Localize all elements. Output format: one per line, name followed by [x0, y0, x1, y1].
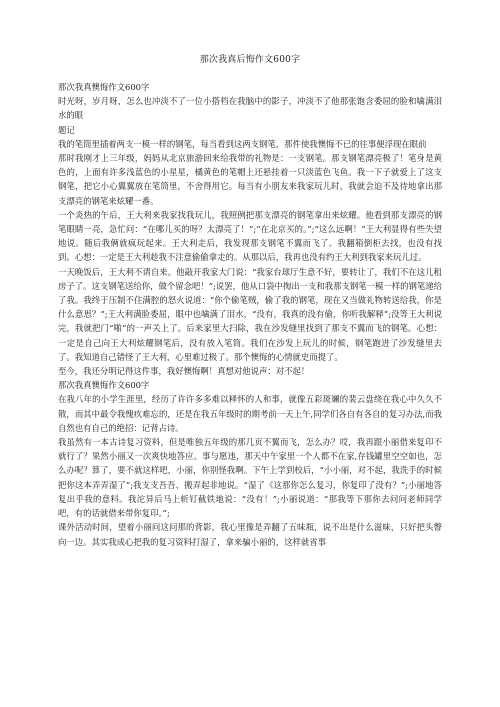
heading-paragraph: 那次我真懊悔作文600字	[58, 380, 150, 391]
paragraph: 那时我刚才上三年级，妈妈从北京旅游回来给我带的礼物是：一支钢笔。那支钢笔漂亮极了！笔身是黄色的，上面有许多浅蓝色的小星星，橘黄色的笔帽上还悬挂着一只淡蓝色飞鱼。我一下子就爱上了这支钢笔，把它小心翼翼放在笔筒里，不舍得用它。每当有小朋友来我家玩儿时，我就会迫不及待地拿出那支漂亮的钢笔来炫耀一番。	[58, 153, 442, 206]
heading-paragraph: 那次我真懊悔作文600字	[58, 82, 150, 92]
paragraph: 至今，我还分明记得这件事，我好懊悔啊！真想对他说声：对不起！	[58, 366, 310, 377]
paragraph: 一个炎热的午后，王大利来我家找我玩儿，我照例把那支漂亮的钢笔拿出来炫耀。他看到那支漂亮的钢笔眼睛一亮，急忙问：“在哪儿买的呀？太漂亮了！”;“在北京买的。”;“这么远啊！”王大利显得有些失望地说。随后我俩就疯玩起来。王大利走后，我发现那支钢笔不翼而飞了。我翻箱倒柜去找，也没有找到。心想：一定是王大利趁我不注意偷偷拿走的。从那以后，我再也没有约王大利到我家来玩儿过。	[58, 209, 442, 263]
paragraph: 我的笔筒里插着两支一模一样的钢笔，每当看到这两支钢笔，那件使我懊悔不已的往事便浮现在眼前	[58, 138, 427, 149]
paragraph: 在我八年的小学生涯里，经历了许许多多难以释怀的人和事，就像五彩斑斓的裴云盘绕在我心中久久不散，而其中最令我愧疚难忘的，还是在我五年级时的期考前一天上午,同学们各自有各自的复习办法,而我自然也有自己的绝招：记背占诗。	[58, 394, 442, 433]
paragraph: 一天晚饭后，王大利不请自来。他敲开我家大门说：“我家台球厅生意不好，要转让了，我们不在这儿租房子了。这支钢笔送给你，做个留念吧！”;说罢，他从口袋中掏出一支和我那支钢笔一模一样的钢笔递给了我。我终于压制不住满腔的怒火说道：“你个偷笔贼，偷了我的钢笔，现在又当做礼物转送给我，你是什么意思？”;王大利满脸委屈，眼中也噙满了泪水，“没有，我真的没有偷，你听我解释”;没等王大利说完，我就把门“啪”的一声关上了。后来家里大扫除，我在沙发缝里找到了那支不翼而飞的钢笔。心想：一定是自己向王大利炫耀钢笔后，没有放入笔筒。我们在沙发上玩儿的时候，钢笔跑进了沙发缝里去了。我知道自己错怪了王大利，心里难过极了。那个懊悔的心情就史而提了。	[58, 266, 442, 362]
epigraph-label: 题记	[58, 124, 75, 135]
document-body	[58, 80, 442, 549]
intro-paragraph: 时光呀，岁月呀，怎么也冲淡不了一位小搭档在我脑中的影子，冲淡不了他那张饱含委屈的脸和噙满泪水的眼	[58, 96, 442, 121]
paragraph: 我虽然有一本古诗复习资料，但是唯独五年级的那几页不翼而飞，怎么办？哎，我再跟小丽借来复印不就行了？果然小丽又一次爽快地答应。事与愿违，那天中午家里一个人都不在家,存钱罐里空空如也，怎么办呢？算了，要不就这样吧，小丽，你别怪我啊。下午上学到校后，“小小丽，对不起，我洗手的时候把你这本弄弄湿了”;我支支吾吾、搬弄起非地说。“湿了《这那你怎么复习，你复印了没有？”;小丽地答复出乎我的意料。我沱异后马上斩钉截铁地说：“没有！”;小丽说道：“那我等下那你去问问老师同学吧，有的话就借来带你复印。”;	[58, 437, 442, 519]
document-title: 那次我真后悔作文600字	[199, 55, 301, 65]
paragraph: 课外活动时间，望着小丽问这问那的背影，我心里像是弄翻了五味瓶，说不出是什么滋味，只好把头瞥向一边。其实我成心把我的复习资料打湿了，拿来骗小丽的，这样就省事	[58, 522, 442, 547]
